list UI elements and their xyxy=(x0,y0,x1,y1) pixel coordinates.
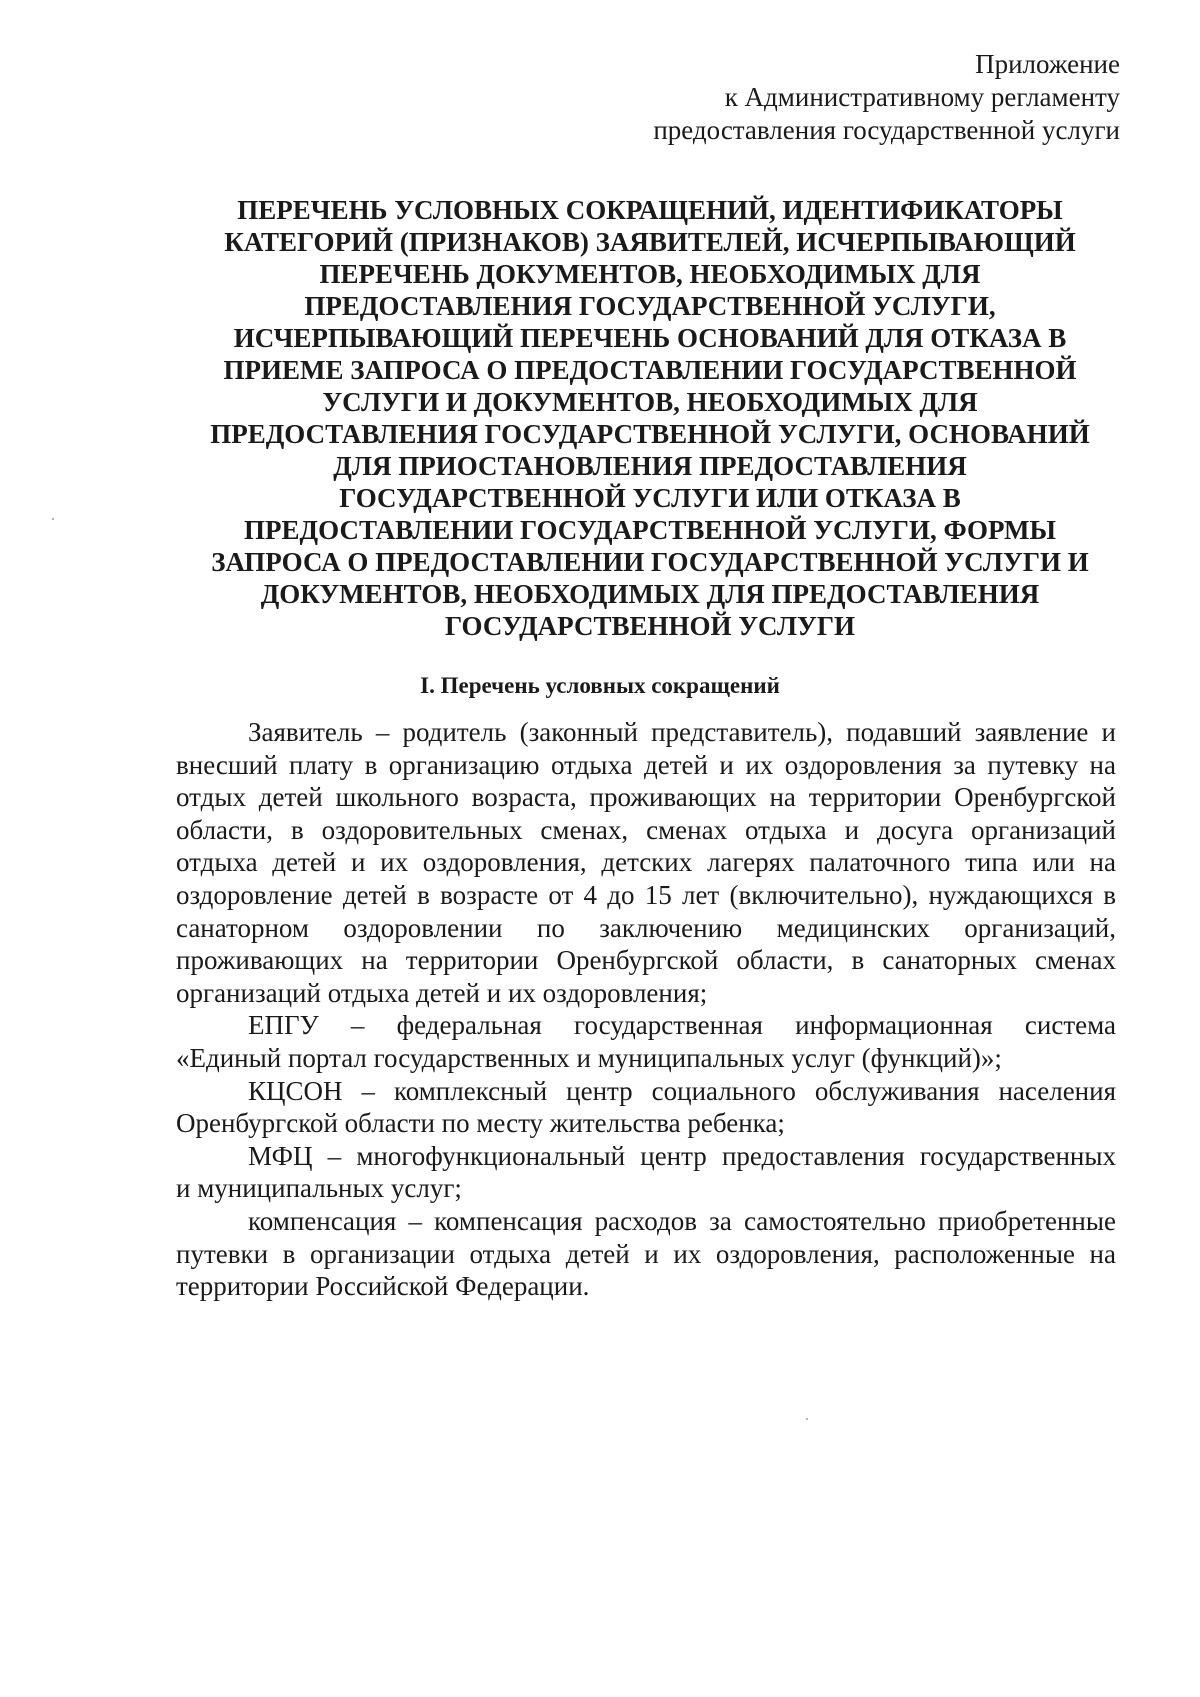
paragraph-line: путевки в организации отдыха детей и их оздоровления, расположенные на xyxy=(176,1238,1116,1269)
paragraph-line: ЕПГУ – федеральная государственная информационная система xyxy=(248,1010,1116,1041)
title-line: ДЛЯ ПРИОСТАНОВЛЕНИЯ ПРЕДОСТАВЛЕНИЯ xyxy=(333,451,967,481)
paragraph-line: компенсация – компенсация расходов за самостоятельно приобретенные xyxy=(248,1205,1116,1236)
paragraph-line: отдых детей школьного возраста, проживающих на территории Оренбургской xyxy=(176,782,1116,813)
section-heading: I. Перечень условных сокращений xyxy=(420,673,780,698)
appendix-line: к Административному регламенту xyxy=(724,82,1120,112)
appendix-line: Приложение xyxy=(975,49,1120,79)
paragraph-line: отдыха детей и их оздоровления, детских лагерях палаточного типа или на xyxy=(176,847,1116,878)
paragraph-line: внесший плату в организацию отдыха детей и их оздоровления за путевку на xyxy=(176,749,1116,780)
title-line: УСЛУГИ И ДОКУМЕНТОВ, НЕОБХОДИМЫХ ДЛЯ xyxy=(322,387,978,417)
paragraph-line: и муниципальных услуг; xyxy=(176,1173,462,1204)
title-line: ПЕРЕЧЕНЬ УСЛОВНЫХ СОКРАЩЕНИЙ, ИДЕНТИФИКАТОРЫ xyxy=(237,195,1063,225)
appendix-line: предоставления государственной услуги xyxy=(653,115,1120,145)
title-line: ПРЕДОСТАВЛЕНИЯ ГОСУДАРСТВЕННОЙ УСЛУГИ, xyxy=(304,291,996,321)
paragraph-line: оздоровление детей в возрасте от 4 до 15 лет (включительно), нуждающихся в xyxy=(176,879,1116,910)
title-line: ПРЕДОСТАВЛЕНИИ ГОСУДАРСТВЕННОЙ УСЛУГИ, ФОРМЫ xyxy=(244,515,1056,545)
abbreviations-body xyxy=(176,716,1116,1303)
paragraph-line: санаторном оздоровлении по заключению медицинских организаций, xyxy=(176,912,1116,943)
paragraph-line: МФЦ – многофункциональный центр предоставления государственных xyxy=(248,1140,1116,1171)
title-line: ДОКУМЕНТОВ, НЕОБХОДИМЫХ ДЛЯ ПРЕДОСТАВЛЕНИЯ xyxy=(260,579,1040,609)
document-title xyxy=(170,194,1130,642)
title-line: ПРЕДОСТАВЛЕНИЯ ГОСУДАРСТВЕННОЙ УСЛУГИ, ОСНОВАНИЙ xyxy=(210,419,1090,449)
title-line: ИСЧЕРПЫВАЮЩИЙ ПЕРЕЧЕНЬ ОСНОВАНИЙ ДЛЯ ОТКАЗА В xyxy=(233,323,1067,353)
scan-speck xyxy=(52,518,54,520)
scan-speck xyxy=(806,1418,808,1420)
paragraph-line: Оренбургской области по месту жительства ребенка; xyxy=(176,1108,785,1139)
paragraph-line: области, в оздоровительных сменах, сменах отдыха и досуга организаций xyxy=(176,814,1116,845)
paragraph-line: КЦСОН – комплексный центр социального обслуживания населения xyxy=(248,1075,1116,1106)
title-line: ЗАПРОСА О ПРЕДОСТАВЛЕНИИ ГОСУДАРСТВЕННОЙ УСЛУГИ И xyxy=(211,547,1089,577)
title-line: ПЕРЕЧЕНЬ ДОКУМЕНТОВ, НЕОБХОДИМЫХ ДЛЯ xyxy=(319,259,981,289)
appendix-note xyxy=(653,48,1120,147)
paragraph-line: «Единый портал государственных и муниципальных услуг (функций)»; xyxy=(176,1042,1002,1073)
title-line: КАТЕГОРИЙ (ПРИЗНАКОВ) ЗАЯВИТЕЛЕЙ, ИСЧЕРПЫВАЮЩИЙ xyxy=(224,227,1076,257)
title-line: ГОСУДАРСТВЕННОЙ УСЛУГИ ИЛИ ОТКАЗА В xyxy=(339,483,961,513)
paragraph-line: организаций отдыха детей и их оздоровления; xyxy=(176,977,708,1008)
paragraph-line: Заявитель – родитель (законный представитель), подавший заявление и xyxy=(248,717,1116,747)
paragraph-line: территории Российской Федерации. xyxy=(176,1271,590,1302)
title-line: ПРИЕМЕ ЗАПРОСА О ПРЕДОСТАВЛЕНИИ ГОСУДАРСТВЕННОЙ xyxy=(223,355,1077,385)
title-line: ГОСУДАРСТВЕННОЙ УСЛУГИ xyxy=(445,611,855,641)
paragraph-line: проживающих на территории Оренбургской области, в санаторных сменах xyxy=(176,945,1116,976)
